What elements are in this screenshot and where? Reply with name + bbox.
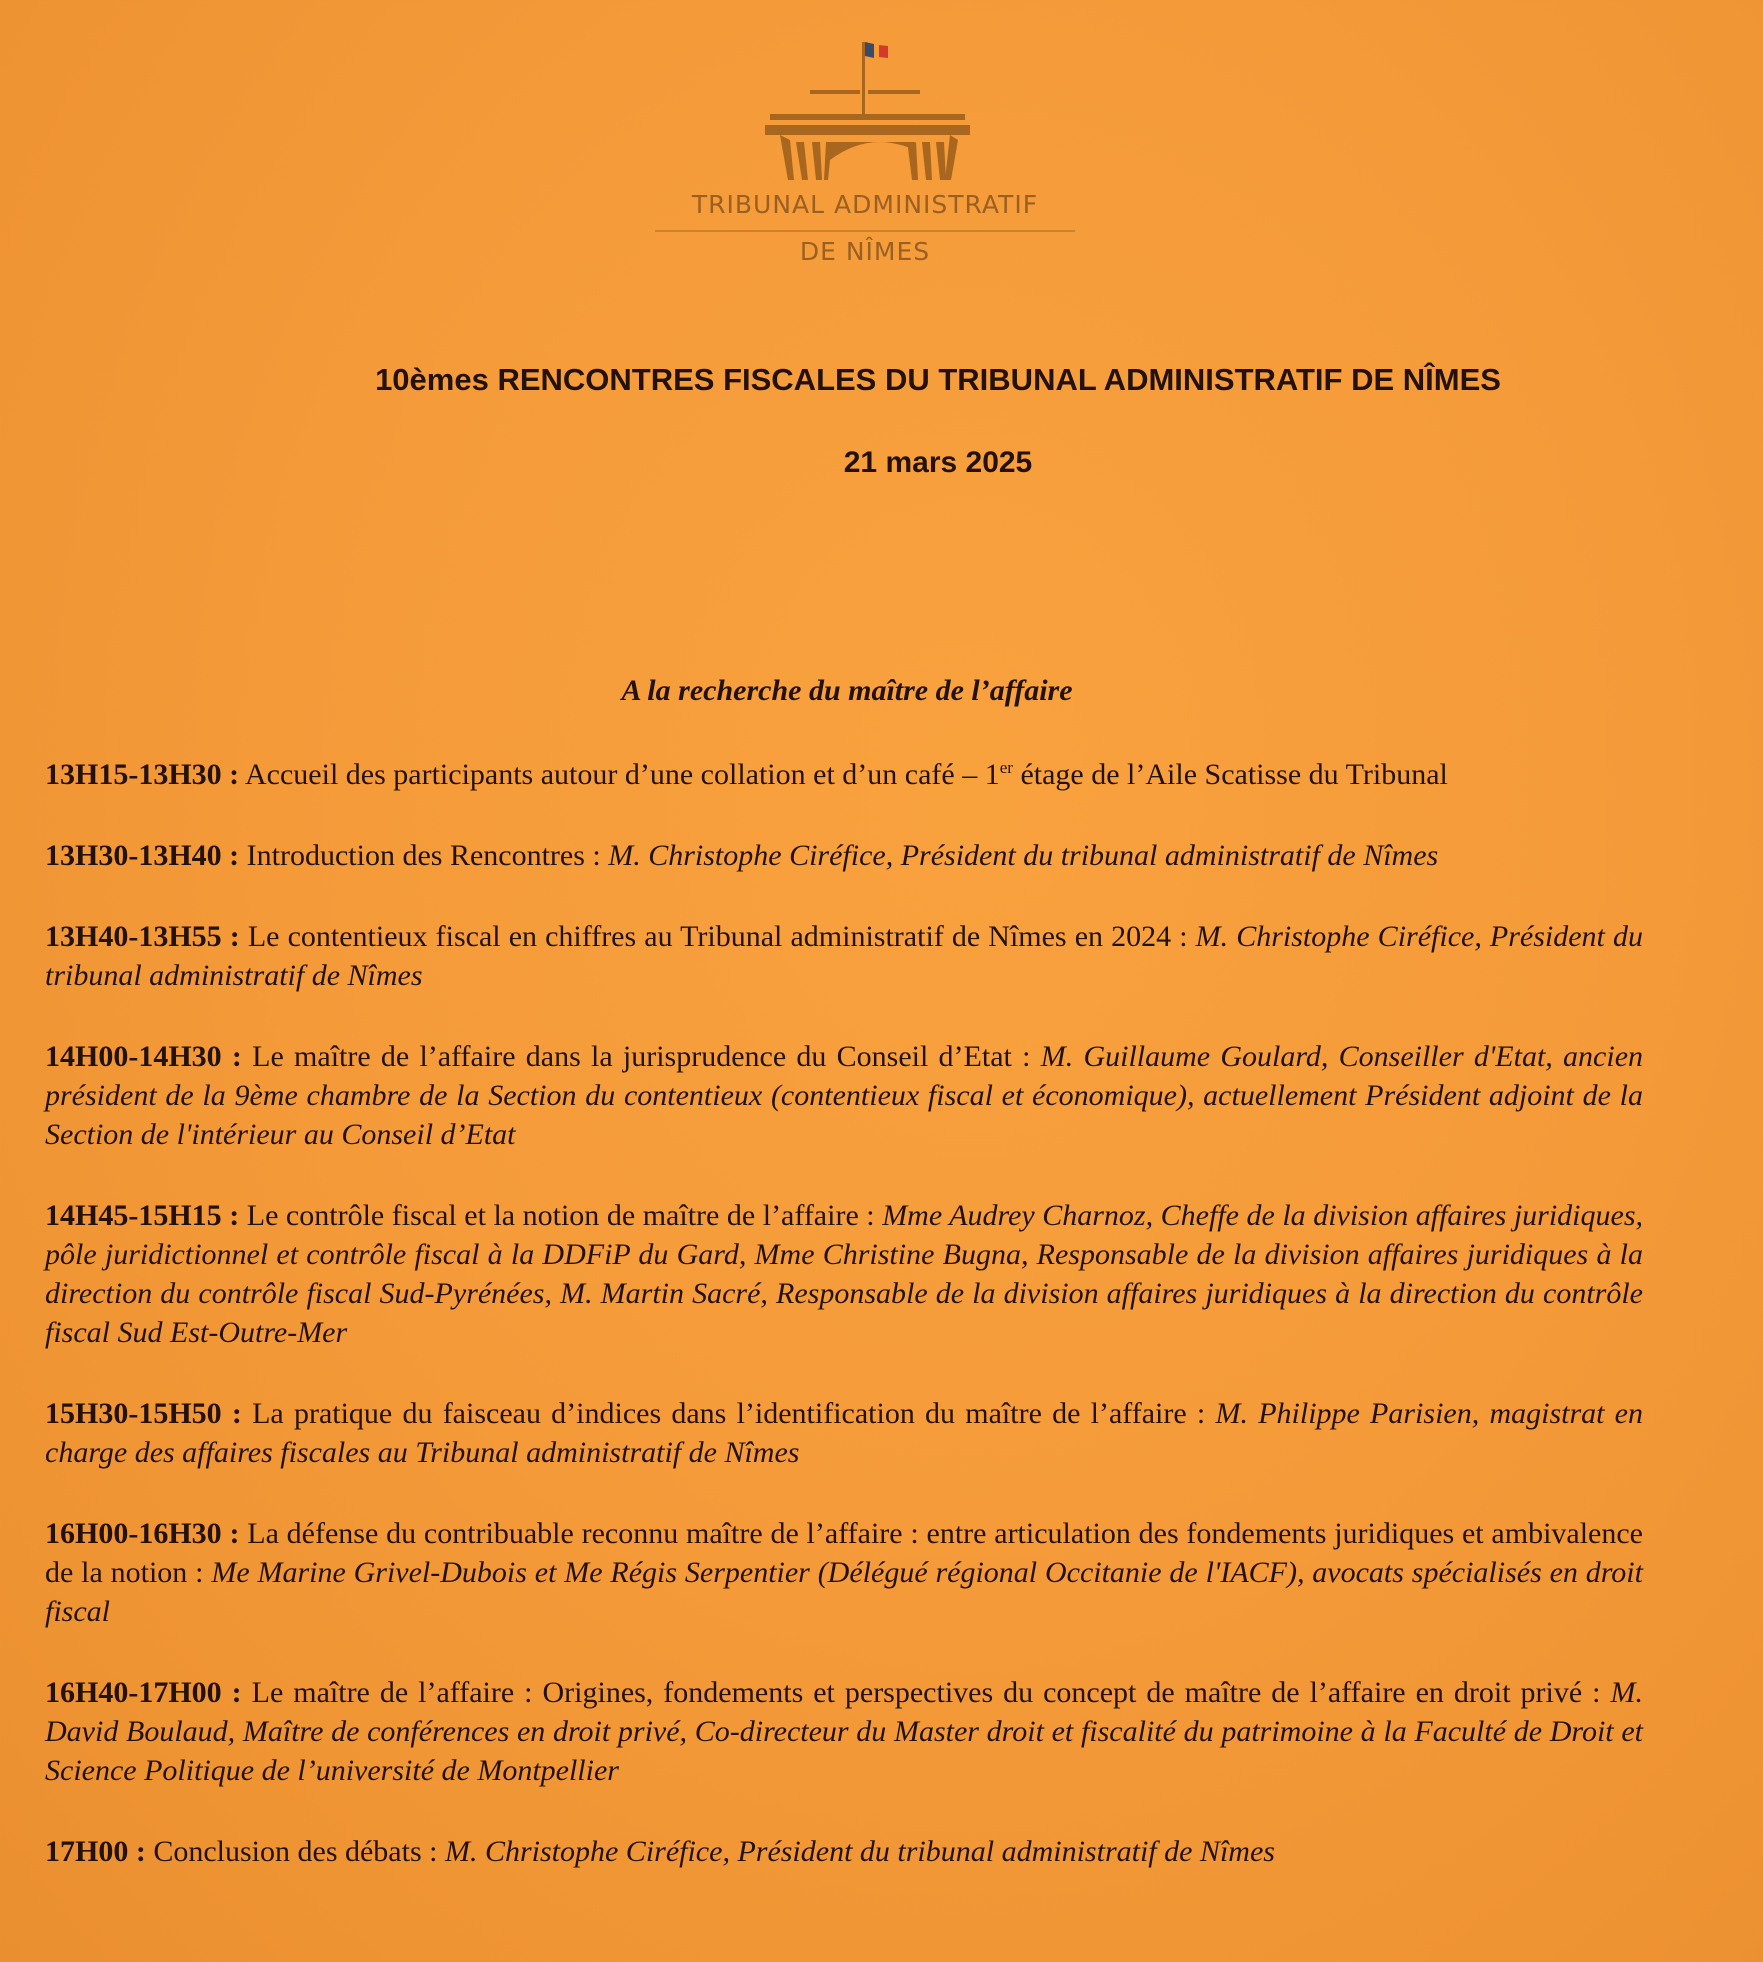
flag-pole — [862, 42, 865, 117]
entry-speaker: M. David Boulaud, Maître de conférences en droit privé, Co-directeur du Master droit et fiscalité du patrimoine à la Faculté de Droit et Science Politique de l’université de Montpellier — [45, 1676, 1643, 1787]
column — [812, 142, 822, 180]
entry-speaker: M. Christophe Ciréfice, Président du tribunal administratif de Nîmes — [608, 839, 1439, 872]
column — [936, 142, 946, 180]
entry-time: 14H00-14H30 : — [45, 1040, 242, 1073]
roof-line-left — [810, 90, 860, 94]
program-entry — [45, 1037, 1643, 1154]
program-entry — [45, 917, 1643, 995]
column — [945, 135, 958, 180]
roof-line-right — [868, 90, 920, 94]
entry-speaker: Mme Audrey Charnoz, Cheffe de la division affaires juridiques, pôle juridictionnel et contrôle fiscal à la DDFiP du Gard, Mme Christine Bugna, Responsable de la division affaires juridiques à la direction du contrôle fiscal Sud-Pyrénées, M. Martin Sacré, Responsable de la division affaires juridiques à la direction du contrôle fiscal Sud Est-Outre-Mer — [45, 1199, 1643, 1349]
entry-topic: Le contrôle fiscal et la notion de maître de l’affaire : — [239, 1199, 883, 1232]
entry-time: 16H40-17H00 : — [45, 1676, 242, 1709]
program-entry — [45, 836, 1643, 875]
entry-topic-superscript: er — [999, 758, 1013, 777]
entry-time: 13H30-13H40 : — [45, 839, 240, 872]
entry-time: 16H00-16H30 : — [45, 1517, 240, 1550]
program-entry — [45, 1514, 1643, 1631]
entry-topic: Conclusion des débats : — [145, 1835, 445, 1868]
program-entry — [45, 1394, 1643, 1472]
entry-topic-continued: étage de l’Aile Scatisse du Tribunal — [1012, 758, 1448, 791]
entry-topic: Accueil des participants autour d’une collation et d’un café – 1 — [239, 758, 1000, 791]
entry-topic: La pratique du faisceau d’indices dans l’identification du maître de l’affaire : — [241, 1397, 1216, 1430]
event-title: 10èmes RENCONTRES FISCALES DU TRIBUNAL ADMINISTRATIF DE NÎMES — [375, 362, 1501, 397]
entry-topic: La défense du contribuable reconnu maître de l’affaire : entre articulation des fondements juridiques et ambivalence de la notion : — [45, 1517, 1643, 1589]
entablature-top — [770, 114, 965, 120]
column — [922, 142, 932, 180]
program-entry — [45, 1673, 1643, 1790]
program-entry — [45, 755, 1643, 794]
program-entry — [45, 1832, 1643, 1871]
program-list — [45, 755, 1643, 1913]
entry-topic: Introduction des Rencontres : — [239, 839, 609, 872]
entry-speaker: M. Philippe Parisien, magistrat en charge des affaires fiscales au Tribunal administratif de Nîmes — [45, 1397, 1643, 1469]
entry-topic: Le contentieux fiscal en chiffres au Tribunal administratif de Nîmes en 2024 : — [239, 920, 1196, 953]
courthouse-with-flag-icon — [740, 30, 990, 185]
entry-time: 14H45-15H15 : — [45, 1199, 240, 1232]
entry-speaker: M. Christophe Ciréfice, Président du tribunal administratif de Nîmes — [444, 1835, 1275, 1868]
logo-divider — [655, 230, 1075, 232]
arch — [824, 142, 915, 180]
column — [780, 135, 794, 180]
logo-text-tribunal: TRIBUNAL ADMINISTRATIF — [691, 190, 1039, 219]
tribunal-logo — [655, 30, 1075, 275]
entry-speaker: M. Guillaume Goulard, Conseiller d'Etat, ancien président de la 9ème chambre de la Section du contentieux (contentieux fiscal et économique), actuellement Président adjoint de la Section de l'intérieur au Conseil d’Etat — [45, 1040, 1644, 1151]
flag-blue-stripe — [865, 42, 874, 58]
flag-red-stripe — [879, 45, 888, 58]
logo-text-city: DE NÎMES — [799, 237, 931, 266]
entry-topic: Le maître de l’affaire : Origines, fondements et perspectives du concept de maître de l’affaire en droit privé : — [241, 1676, 1611, 1709]
entry-topic: Le maître de l’affaire dans la jurisprudence du Conseil d’Etat : — [241, 1040, 1041, 1073]
program-entry — [45, 1196, 1643, 1352]
entablature-main — [765, 125, 970, 135]
column — [796, 142, 808, 180]
column — [908, 142, 918, 180]
event-date: 21 mars 2025 — [843, 446, 1033, 479]
entry-speaker: Me Marine Grivel-Dubois et Me Régis Serpentier (Délégué régional Occitanie de l'IACF), avocats spécialisés en droit fiscal — [45, 1556, 1643, 1628]
entry-speaker: M. Christophe Ciréfice, Président du tribunal administratif de Nîmes — [45, 920, 1643, 992]
entry-time: 15H30-15H50 : — [45, 1397, 242, 1430]
entry-time: 13H40-13H55 : — [45, 920, 240, 953]
entry-time: 13H15-13H30 : — [45, 758, 240, 791]
program-theme: A la recherche du maître de l’affaire — [621, 674, 1073, 707]
entry-time: 17H00 : — [45, 1835, 146, 1868]
